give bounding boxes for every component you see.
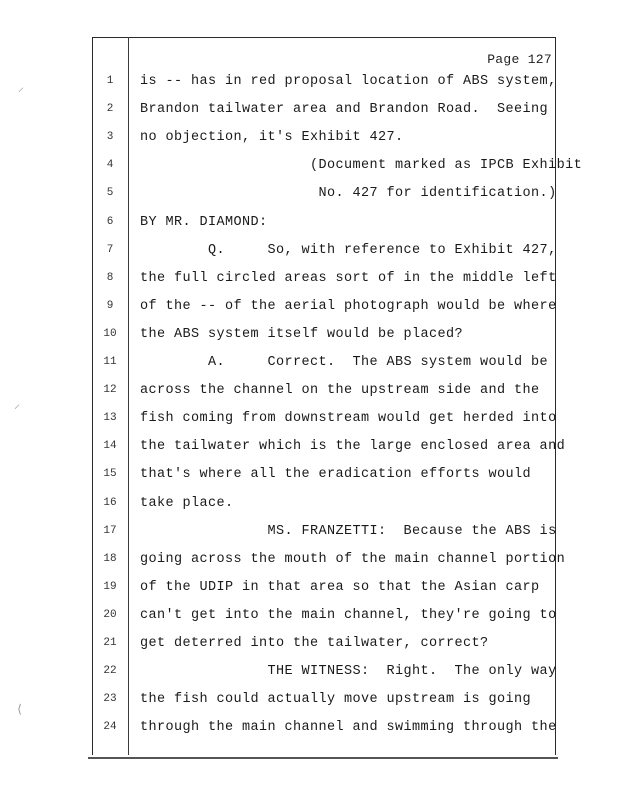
line-number: 17	[103, 524, 117, 537]
transcript-line	[0, 215, 618, 235]
transcript-line	[0, 299, 618, 319]
line-text: Brandon tailwater area and Brandon Road. Seeing	[140, 102, 549, 118]
line-number: 7	[106, 243, 114, 256]
line-text: MS. FRANZETTI: Because the ABS is	[140, 523, 557, 539]
line-number: 15	[103, 468, 117, 481]
transcript-line	[0, 158, 618, 178]
line-number: 19	[103, 580, 117, 593]
line-text: get deterred into the tailwater, correct?	[140, 636, 489, 651]
line-number: 2	[106, 103, 114, 116]
transcript-line	[0, 720, 618, 740]
transcript-line	[0, 692, 618, 712]
line-text: Q. So, with reference to Exhibit 427,	[140, 242, 557, 258]
transcript-line	[0, 636, 618, 656]
transcript-line	[0, 243, 618, 263]
line-text: A. Correct. The ABS system would be	[140, 355, 549, 370]
line-text: No. 427 for identification.)	[140, 186, 557, 202]
line-number: 3	[106, 131, 114, 144]
line-number: 12	[103, 384, 117, 397]
line-text: going across the mouth of the main channel portion	[140, 551, 566, 567]
line-number: 6	[106, 215, 114, 228]
transcript-line	[0, 74, 618, 94]
scan-artifact-mark: ⟨	[16, 703, 24, 717]
transcript-line	[0, 608, 618, 628]
line-number: 18	[103, 552, 117, 565]
line-text: fish coming from downstream would get herded into	[140, 411, 557, 427]
line-number: 21	[103, 637, 117, 649]
transcript-line	[0, 580, 618, 600]
line-text: is -- has in red proposal location of ABS system,	[140, 74, 557, 89]
line-number: 24	[103, 721, 117, 734]
transcript-line	[0, 383, 618, 403]
transcript-line	[0, 496, 618, 516]
line-number: 11	[103, 356, 117, 368]
line-text: the ABS system itself would be placed?	[140, 326, 464, 342]
transcript-line	[0, 102, 618, 122]
transcript-line	[0, 439, 618, 459]
line-number: 9	[106, 299, 114, 312]
transcript-line	[0, 664, 618, 684]
transcript-line	[0, 186, 618, 206]
line-number: 20	[103, 608, 117, 621]
transcript-line	[0, 130, 618, 150]
line-text: can't get into the main channel, they're going to	[140, 607, 557, 623]
transcript-line	[0, 467, 618, 487]
line-text: THE WITNESS: Right. The only way	[140, 664, 557, 680]
transcript-line	[0, 552, 618, 572]
line-number: 10	[103, 327, 117, 340]
line-number: 8	[106, 271, 114, 284]
line-text: of the -- of the aerial photograph would be where	[140, 298, 557, 314]
page-number: Page 127	[487, 52, 552, 67]
line-text: of the UDIP in that area so that the Asian carp	[140, 579, 540, 595]
line-number: 5	[106, 187, 114, 200]
transcript-line	[0, 327, 618, 347]
line-text: the tailwater which is the large enclosed area and	[140, 439, 566, 455]
line-text: that's where all the eradication efforts would	[140, 467, 532, 483]
transcript-line	[0, 355, 618, 375]
line-text: take place.	[140, 495, 234, 511]
line-text: (Document marked as IPCB Exhibit	[140, 158, 583, 174]
scan-artifact-mark: ⸝	[14, 398, 21, 412]
transcript-line	[0, 411, 618, 431]
line-text: no objection, it's Exhibit 427.	[140, 130, 404, 146]
line-text: through the main channel and swimming through the	[140, 720, 557, 736]
line-number: 4	[106, 159, 114, 172]
transcript-line	[0, 271, 618, 291]
scan-artifact-mark: ⸝	[18, 81, 25, 95]
line-number: 23	[103, 693, 117, 706]
line-text: across the channel on the upstream side and the	[140, 383, 540, 399]
line-number: 1	[106, 75, 114, 87]
line-text: BY MR. DIAMOND:	[140, 214, 268, 230]
line-text: the fish could actually move upstream is going	[140, 692, 532, 708]
line-number: 13	[103, 412, 117, 425]
line-number: 14	[103, 440, 117, 453]
line-number: 22	[103, 665, 117, 678]
transcript-line	[0, 524, 618, 544]
line-number: 16	[103, 496, 117, 509]
line-text: the full circled areas sort of in the middle left	[140, 270, 557, 286]
page-bottom-rule	[88, 757, 558, 759]
